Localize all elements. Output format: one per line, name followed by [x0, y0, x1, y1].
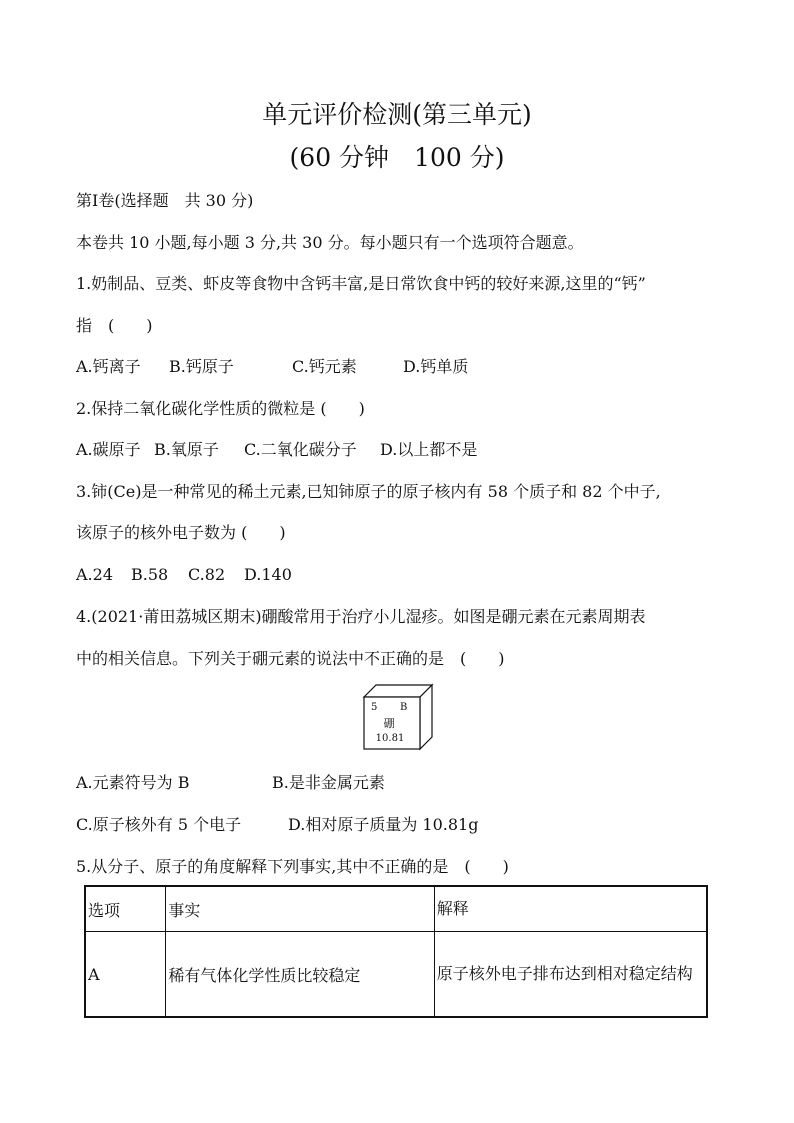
q4-option-b[interactable]: B.是非金属元素 [272, 773, 385, 792]
q4-options-row2 [76, 814, 478, 836]
q1-option-a[interactable]: A.钙离子 [76, 357, 141, 376]
q3-option-a[interactable]: A.24 [76, 565, 113, 584]
q2-option-c[interactable]: C.二氧化碳分子 [244, 440, 357, 459]
q4-stem-line2: 中的相关信息。下列关于硼元素的说法中不正确的是 ( ) [76, 649, 505, 668]
q3-option-d[interactable]: D.140 [244, 565, 292, 584]
q5-table [84, 885, 708, 1018]
atomic-number: 5 [371, 702, 378, 713]
q2-options [76, 439, 477, 461]
table-cell-explanation: 原子核外电子排布达到相对稳定结构 [434, 932, 707, 1018]
q4-options-row1 [76, 772, 385, 794]
q4-option-a[interactable]: A.元素符号为 B [76, 773, 190, 792]
atomic-mass: 10.81 [375, 733, 405, 744]
page-title: 单元评价检测(第三单元) [262, 100, 532, 129]
table-cell-option: A [85, 932, 166, 1018]
q4-stem-line1: 4.(2021·莆田荔城区期末)硼酸常用于治疗小儿湿疹。如图是硼元素在元素周期表 [76, 607, 646, 626]
page-subtitle: (60 分钟 100 分) [289, 143, 505, 172]
section-heading: 第Ⅰ卷(选择题 共 30 分) [76, 191, 254, 210]
q1-stem-line1: 1.奶制品、豆类、虾皮等食物中含钙丰富,是日常饮食中钙的较好来源,这里的“钙” [76, 274, 646, 293]
q1-options [76, 356, 468, 378]
q1-option-c[interactable]: C.钙元素 [292, 357, 357, 376]
element-symbol: B [400, 702, 408, 713]
q3-option-b[interactable]: B.58 [131, 565, 169, 584]
table-header-explanation: 解释 [434, 886, 707, 932]
table-header-fact: 事实 [166, 886, 434, 932]
q1-stem-line2: 指 ( ) [76, 316, 153, 335]
q5-stem: 5.从分子、原子的角度解释下列事实,其中不正确的是 ( ) [76, 857, 509, 876]
q1-option-b[interactable]: B.钙原子 [169, 357, 234, 376]
q2-option-d[interactable]: D.以上都不是 [380, 440, 478, 459]
q3-options [76, 564, 292, 586]
boron-element-cube-figure [360, 683, 436, 751]
q3-option-c[interactable]: C.82 [188, 565, 226, 584]
q4-option-d[interactable]: D.相对原子质量为 10.81g [288, 815, 479, 834]
q3-stem-line2: 该原子的核外电子数为 ( ) [76, 523, 286, 542]
table-header-option: 选项 [85, 886, 166, 932]
table-cell-fact: 稀有气体化学性质比较稳定 [166, 932, 434, 1018]
q4-option-c[interactable]: C.原子核外有 5 个电子 [76, 815, 242, 834]
q2-option-a[interactable]: A.碳原子 [76, 440, 141, 459]
section-instructions: 本卷共 10 小题,每小题 3 分,共 30 分。每小题只有一个选项符合题意。 [76, 233, 584, 252]
table-row [85, 932, 707, 1018]
q2-option-b[interactable]: B.氧原子 [154, 440, 219, 459]
element-name: 硼 [383, 717, 395, 730]
q2-stem: 2.保持二氧化碳化学性质的微粒是 ( ) [76, 399, 365, 418]
table-header-row [85, 886, 707, 932]
q3-stem-line1: 3.铈(Ce)是一种常见的稀土元素,已知铈原子的原子核内有 58 个质子和 82 个中子, [76, 482, 661, 501]
q1-option-d[interactable]: D.钙单质 [403, 357, 469, 376]
